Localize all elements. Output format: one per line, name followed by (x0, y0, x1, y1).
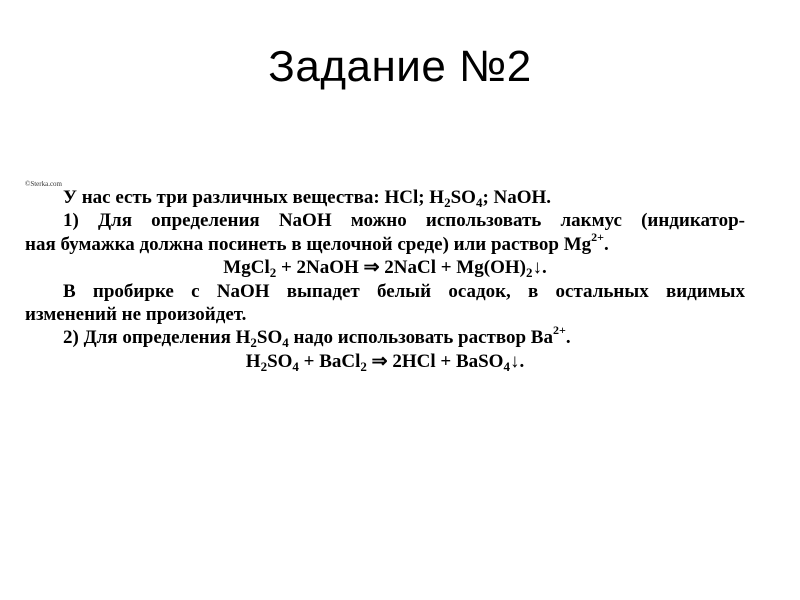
slide-title: Задание №2 (268, 42, 532, 91)
text-line-4: В пробирке с NaOH выпадет белый осадок, в остальных видимых (63, 280, 745, 302)
text-line-6: 2) Для определения $H_2SO_4$ надо использовать раствор $Ba^{2+}$. (63, 323, 571, 351)
watermark: ©Sterka.com (25, 180, 63, 188)
scanned-text-block (25, 180, 745, 374)
equation-1: MgCl$_2$ + 2NaOH ⇒ 2NaCl + $Mg(OH)_2↓$. (223, 257, 547, 281)
equation-2: $H_2SO_4$ + BaCl$_2$ ⇒ 2HCl + BaSO$_4$↓. (245, 350, 525, 374)
text-line-2: 1) Для определения NaOH можно использовать лакмус (индикатор- (63, 210, 745, 232)
text-line-1: У нас есть три различных вещества: HCl; $H_2SO_4$; NaOH. (63, 187, 552, 210)
text-line-3: ная бумажка должна посинеть в щелочной среде) или раствор $Mg^{2+}$. (25, 229, 609, 255)
text-line-5: изменений не произойдет. (25, 304, 247, 326)
